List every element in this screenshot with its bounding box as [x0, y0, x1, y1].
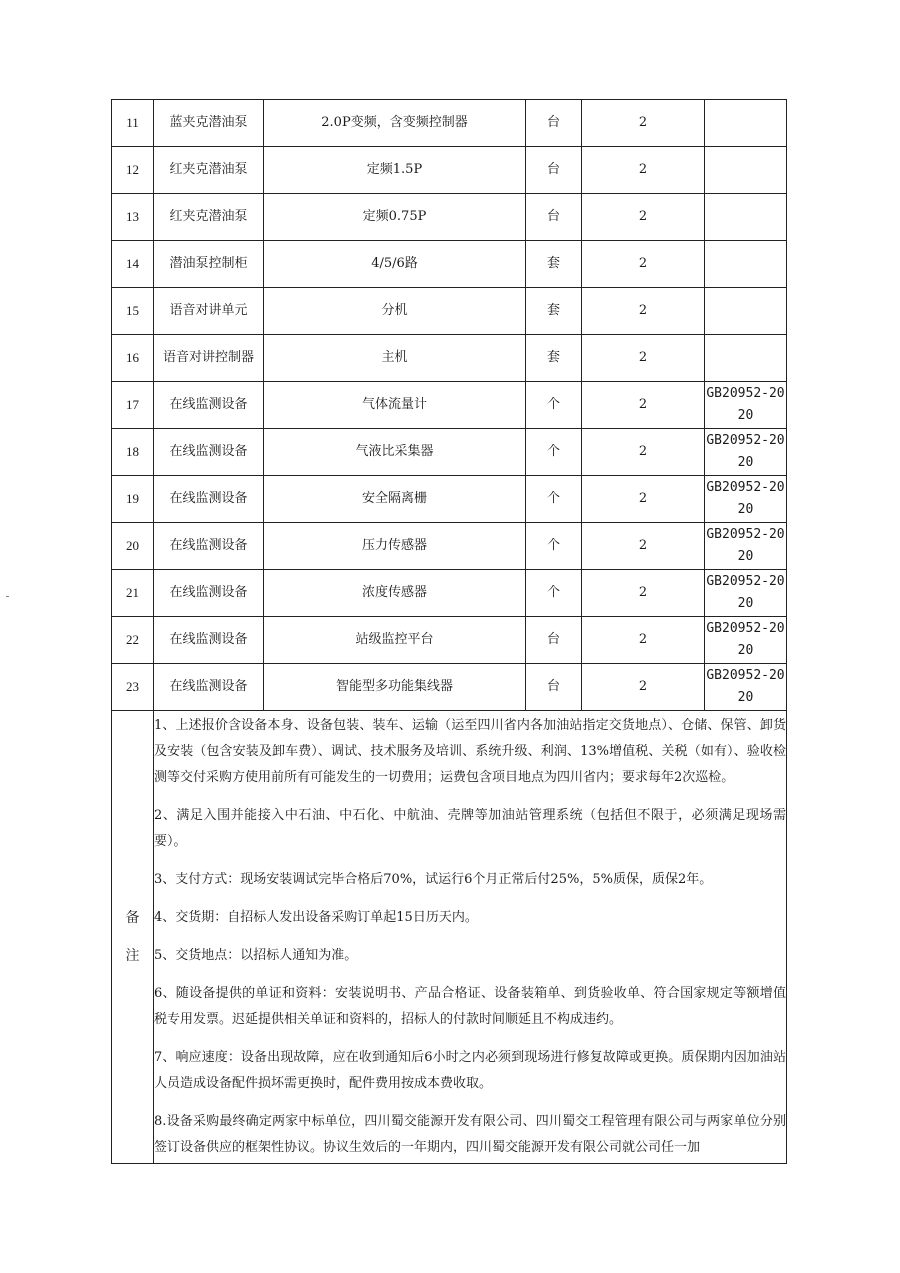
- unit-cell: 台: [526, 664, 582, 711]
- row-number: 21: [112, 570, 154, 617]
- spec-cell: 定频1.5P: [264, 147, 526, 194]
- standard-cell: [705, 194, 787, 241]
- quantity-cell: 2: [582, 335, 705, 382]
- equipment-name: 在线监测设备: [154, 617, 264, 664]
- equipment-name: 在线监测设备: [154, 570, 264, 617]
- quantity-cell: 2: [582, 429, 705, 476]
- unit-cell: 台: [526, 147, 582, 194]
- row-number: 16: [112, 335, 154, 382]
- unit-cell: 套: [526, 335, 582, 382]
- unit-cell: 个: [526, 382, 582, 429]
- spec-cell: 安全隔离栅: [264, 476, 526, 523]
- spec-cell: 站级监控平台: [264, 617, 526, 664]
- unit-cell: 个: [526, 476, 582, 523]
- row-number: 19: [112, 476, 154, 523]
- table-row: [112, 382, 787, 429]
- standard-cell: GB20952-2020: [705, 664, 787, 711]
- standard-cell: GB20952-2020: [705, 570, 787, 617]
- quantity-cell: 2: [582, 476, 705, 523]
- table-row: [112, 523, 787, 570]
- remarks-row: [112, 711, 787, 1164]
- equipment-name: 蓝夹克潜油泵: [154, 100, 264, 147]
- remark-note: 5、交货地点：以招标人通知为准。: [154, 948, 358, 963]
- row-number: 17: [112, 382, 154, 429]
- quantity-cell: 2: [582, 664, 705, 711]
- row-number: 15: [112, 288, 154, 335]
- remark-note: 2、满足入围并能接入中石油、中石化、中航油、壳牌等加油站管理系统（包括但不限于，必须满足现场需要）。: [154, 808, 786, 849]
- equipment-name: 红夹克潜油泵: [154, 147, 264, 194]
- quantity-cell: 2: [582, 523, 705, 570]
- equipment-name: 红夹克潜油泵: [154, 194, 264, 241]
- row-number: 20: [112, 523, 154, 570]
- spec-cell: 2.0P变频，含变频控制器: [264, 100, 526, 147]
- row-number: 22: [112, 617, 154, 664]
- table-row: [112, 194, 787, 241]
- spec-cell: 主机: [264, 335, 526, 382]
- standard-cell: [705, 288, 787, 335]
- equipment-table: [111, 99, 787, 1164]
- table-row: [112, 476, 787, 523]
- quantity-cell: 2: [582, 382, 705, 429]
- quantity-cell: 2: [582, 288, 705, 335]
- unit-cell: 个: [526, 523, 582, 570]
- spec-cell: 压力传感器: [264, 523, 526, 570]
- equipment-name: 在线监测设备: [154, 429, 264, 476]
- row-number: 12: [112, 147, 154, 194]
- quantity-cell: 2: [582, 147, 705, 194]
- unit-cell: 个: [526, 429, 582, 476]
- remarks-content: [154, 711, 787, 1164]
- table-row: [112, 288, 787, 335]
- equipment-name: 在线监测设备: [154, 523, 264, 570]
- quantity-cell: 2: [582, 570, 705, 617]
- margin-mark: [6, 596, 9, 597]
- remarks-label-char-1: 备: [125, 910, 140, 926]
- table-row: [112, 100, 787, 147]
- unit-cell: 台: [526, 194, 582, 241]
- remark-note: 1、上述报价含设备本身、设备包装、装车、运输（运至四川省内各加油站指定交货地点）、仓储、保管、卸货及安装（包含安装及卸车费）、调试、技术服务及培训、系统升级、利润、13%增值税、关税（如有）、验收检测等交付采购方使用前所有可能发生的一切费用；运费包含项目地点为四川省内；要求每年2次巡检。: [154, 718, 786, 785]
- quantity-cell: 2: [582, 100, 705, 147]
- remark-note: 4、交货期：自招标人发出设备采购订单起15日历天内。: [154, 910, 478, 925]
- unit-cell: 套: [526, 241, 582, 288]
- standard-cell: [705, 241, 787, 288]
- table-body: [112, 100, 787, 711]
- table-row: [112, 570, 787, 617]
- row-number: 23: [112, 664, 154, 711]
- table-row: [112, 241, 787, 288]
- remark-note: 3、支付方式：现场安装调试完毕合格后70%，试运行6个月正常后付25%，5%质保，质保2年。: [154, 872, 713, 887]
- remarks-label-char-2: 注: [125, 948, 140, 964]
- table-row: [112, 335, 787, 382]
- remarks-label-cell: [112, 711, 154, 1164]
- unit-cell: 台: [526, 617, 582, 664]
- quantity-cell: 2: [582, 194, 705, 241]
- standard-cell: GB20952-2020: [705, 476, 787, 523]
- standard-cell: [705, 335, 787, 382]
- table-row: [112, 429, 787, 476]
- spec-cell: 定频0.75P: [264, 194, 526, 241]
- unit-cell: 台: [526, 100, 582, 147]
- row-number: 13: [112, 194, 154, 241]
- spec-cell: 智能型多功能集线器: [264, 664, 526, 711]
- row-number: 18: [112, 429, 154, 476]
- spec-cell: 气体流量计: [264, 382, 526, 429]
- equipment-name: 语音对讲控制器: [154, 335, 264, 382]
- standard-cell: GB20952-2020: [705, 617, 787, 664]
- remark-note: 8.设备采购最终确定两家中标单位，四川蜀交能源开发有限公司、四川蜀交工程管理有限公司与两家单位分别签订设备供应的框架性协议。协议生效后的一年期内，四川蜀交能源开发有限公司就公司任一加: [154, 1114, 786, 1155]
- spec-cell: 浓度传感器: [264, 570, 526, 617]
- unit-cell: 个: [526, 570, 582, 617]
- equipment-name: 语音对讲单元: [154, 288, 264, 335]
- table-row: [112, 617, 787, 664]
- table-row: [112, 147, 787, 194]
- equipment-name: 在线监测设备: [154, 382, 264, 429]
- table-row: [112, 664, 787, 711]
- standard-cell: [705, 147, 787, 194]
- unit-cell: 套: [526, 288, 582, 335]
- standard-cell: [705, 100, 787, 147]
- quantity-cell: 2: [582, 617, 705, 664]
- remark-note: 6、随设备提供的单证和资料：安装说明书、产品合格证、设备装箱单、到货验收单、符合国家规定等额增值税专用发票。迟延提供相关单证和资料的，招标人的付款时间顺延且不构成违约。: [154, 986, 786, 1027]
- quantity-cell: 2: [582, 241, 705, 288]
- spec-cell: 气液比采集器: [264, 429, 526, 476]
- row-number: 14: [112, 241, 154, 288]
- spec-cell: 4/5/6路: [264, 241, 526, 288]
- row-number: 11: [112, 100, 154, 147]
- spec-cell: 分机: [264, 288, 526, 335]
- standard-cell: GB20952-2020: [705, 382, 787, 429]
- equipment-name: 在线监测设备: [154, 476, 264, 523]
- standard-cell: GB20952-2020: [705, 429, 787, 476]
- equipment-name: 在线监测设备: [154, 664, 264, 711]
- equipment-name: 潜油泵控制柜: [154, 241, 264, 288]
- standard-cell: GB20952-2020: [705, 523, 787, 570]
- remark-note: 7、响应速度：设备出现故障，应在收到通知后6小时之内必须到现场进行修复故障或更换。质保期内因加油站人员造成设备配件损坏需更换时，配件费用按成本费收取。: [154, 1050, 786, 1091]
